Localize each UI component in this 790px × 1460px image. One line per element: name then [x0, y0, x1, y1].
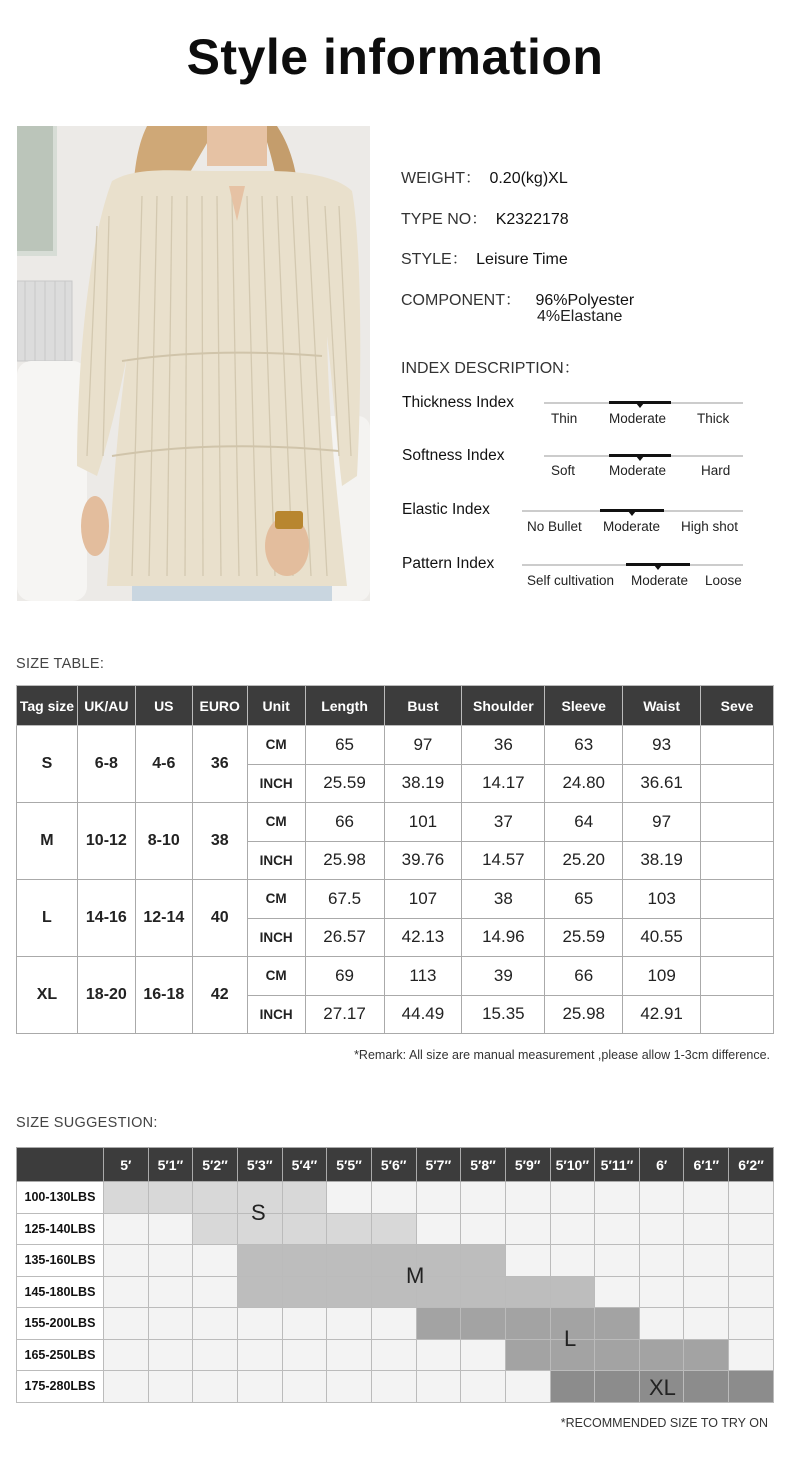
- empty-cell: [148, 1213, 193, 1245]
- us-size-cell: 8-10: [135, 803, 192, 880]
- measurement-cell: 109: [623, 957, 701, 996]
- spec-weight-key: WEIGHT：: [401, 170, 481, 187]
- measurement-cell: 97: [623, 803, 701, 842]
- elastic-index-option: High shot: [681, 519, 739, 534]
- empty-cell: [729, 1213, 774, 1245]
- measurement-cell: 25.98: [305, 841, 384, 880]
- height-header: 5′7″: [416, 1148, 461, 1182]
- measurement-cell: 39.76: [384, 841, 462, 880]
- size-zone-cell: [103, 1182, 148, 1214]
- size-zone-cell: [505, 1276, 550, 1308]
- us-size-cell: 16-18: [135, 957, 192, 1034]
- unit-cell: INCH: [247, 918, 305, 957]
- measurement-cell: 25.98: [545, 995, 623, 1034]
- measurement-cell: 14.57: [462, 841, 545, 880]
- empty-cell: [639, 1245, 684, 1277]
- empty-cell: [639, 1213, 684, 1245]
- empty-cell: [327, 1182, 372, 1214]
- empty-cell: [550, 1213, 595, 1245]
- empty-cell: [103, 1276, 148, 1308]
- page-title: Style information: [186, 29, 604, 85]
- table-row: [17, 880, 774, 919]
- empty-cell: [505, 1371, 550, 1403]
- size-zone-cell: [461, 1308, 506, 1340]
- measurement-cell: 24.80: [545, 764, 623, 803]
- empty-cell: [103, 1339, 148, 1371]
- empty-cell: [371, 1339, 416, 1371]
- empty-cell: [729, 1276, 774, 1308]
- measurement-cell: 63: [545, 726, 623, 765]
- empty-cell: [550, 1245, 595, 1277]
- recommended-note: *RECOMMENDED SIZE TO TRY ON: [560, 1416, 768, 1430]
- thickness-index-label: Thickness Index: [402, 394, 514, 411]
- measurement-cell: 113: [384, 957, 462, 996]
- softness-index-option: Hard: [701, 463, 731, 478]
- size-zone-cell: [550, 1276, 595, 1308]
- empty-cell: [282, 1339, 327, 1371]
- spec-weight-value: 0.20(kg)XL: [489, 170, 568, 187]
- spec-component-value-1: 96%Polyester: [535, 292, 635, 309]
- suggestion-header-row: [17, 1148, 774, 1182]
- measurement-cell: 14.96: [462, 918, 545, 957]
- euro-size-cell: 36: [192, 726, 247, 803]
- empty-cell: [639, 1276, 684, 1308]
- height-header: 5′6″: [371, 1148, 416, 1182]
- measurement-cell: [701, 726, 774, 765]
- spec-component: [401, 287, 634, 310]
- measurement-cell: 15.35: [462, 995, 545, 1034]
- weight-label: 135-160LBS: [17, 1245, 104, 1277]
- spec-weight: [401, 165, 568, 188]
- empty-cell: [729, 1182, 774, 1214]
- measurement-cell: 97: [384, 726, 462, 765]
- empty-cell: [505, 1182, 550, 1214]
- empty-cell: [416, 1213, 461, 1245]
- suggestion-row: [17, 1276, 774, 1308]
- size-zone-cell: [148, 1182, 193, 1214]
- empty-cell: [684, 1276, 729, 1308]
- measurement-cell: 14.17: [462, 764, 545, 803]
- zone-label-s: S: [251, 1200, 266, 1225]
- empty-cell: [148, 1308, 193, 1340]
- height-header: 6′2″: [729, 1148, 774, 1182]
- empty-cell: [103, 1245, 148, 1277]
- measurement-cell: 26.57: [305, 918, 384, 957]
- size-zone-cell: [193, 1213, 238, 1245]
- empty-cell: [461, 1339, 506, 1371]
- thickness-index-option: Thick: [697, 411, 730, 426]
- empty-cell: [729, 1245, 774, 1277]
- measurement-cell: [701, 957, 774, 996]
- measurement-cell: 101: [384, 803, 462, 842]
- empty-cell: [327, 1339, 372, 1371]
- uk-size-cell: 14-16: [77, 880, 135, 957]
- empty-cell: [237, 1308, 282, 1340]
- measurement-cell: 93: [623, 726, 701, 765]
- empty-cell: [505, 1213, 550, 1245]
- empty-cell: [595, 1276, 640, 1308]
- suggestion-row: [17, 1308, 774, 1340]
- empty-cell: [327, 1308, 372, 1340]
- us-size-cell: 12-14: [135, 880, 192, 957]
- empty-cell: [103, 1371, 148, 1403]
- height-header: 5′: [103, 1148, 148, 1182]
- empty-cell: [148, 1276, 193, 1308]
- empty-cell: [282, 1371, 327, 1403]
- size-zone-cell: [461, 1245, 506, 1277]
- height-header: 5′4″: [282, 1148, 327, 1182]
- height-header: 5′3″: [237, 1148, 282, 1182]
- height-header: 6′: [639, 1148, 684, 1182]
- empty-cell: [327, 1371, 372, 1403]
- empty-cell: [595, 1182, 640, 1214]
- height-header: 5′8″: [461, 1148, 506, 1182]
- unit-cell: INCH: [247, 764, 305, 803]
- empty-cell: [684, 1213, 729, 1245]
- pattern-index-option: Self cultivation: [527, 573, 615, 588]
- size-zone-cell: [371, 1213, 416, 1245]
- measurement-cell: 36: [462, 726, 545, 765]
- unit-cell: INCH: [247, 841, 305, 880]
- index-description-title: INDEX DESCRIPTION：: [401, 360, 580, 377]
- tag-size-cell: S: [17, 726, 78, 803]
- empty-cell: [103, 1213, 148, 1245]
- measurement-cell: 40.55: [623, 918, 701, 957]
- empty-cell: [193, 1308, 238, 1340]
- column-header: Waist: [623, 686, 701, 726]
- size-zone-cell: [505, 1308, 550, 1340]
- weight-label: 145-180LBS: [17, 1276, 104, 1308]
- uk-size-cell: 6-8: [77, 726, 135, 803]
- column-header: Bust: [384, 686, 462, 726]
- empty-cell: [103, 1308, 148, 1340]
- measurement-cell: 38.19: [623, 841, 701, 880]
- weight-label: 155-200LBS: [17, 1308, 104, 1340]
- empty-cell: [193, 1276, 238, 1308]
- measurement-cell: 66: [305, 803, 384, 842]
- zone-label-m: M: [406, 1263, 425, 1288]
- suggestion-row: [17, 1213, 774, 1245]
- softness-index-option: Soft: [551, 463, 576, 478]
- empty-cell: [371, 1371, 416, 1403]
- empty-cell: [416, 1182, 461, 1214]
- size-zone-cell: [282, 1276, 327, 1308]
- corner-header: [17, 1148, 104, 1182]
- size-zone-cell: [550, 1371, 595, 1403]
- empty-cell: [595, 1213, 640, 1245]
- spec-component-value-2: 4%Elastane: [537, 308, 623, 325]
- measurement-cell: 27.17: [305, 995, 384, 1034]
- empty-cell: [371, 1308, 416, 1340]
- empty-cell: [684, 1308, 729, 1340]
- product-photo: [17, 126, 370, 601]
- softness-index-pointer-icon: [636, 456, 644, 461]
- table-row: [17, 803, 774, 842]
- size-zone-cell: [595, 1308, 640, 1340]
- measurement-cell: [701, 803, 774, 842]
- empty-cell: [193, 1371, 238, 1403]
- size-zone-cell: [684, 1339, 729, 1371]
- size-zone-cell: [237, 1245, 282, 1277]
- measurement-cell: 42.13: [384, 918, 462, 957]
- column-header: Shoulder: [462, 686, 545, 726]
- pattern-index-option: Moderate: [631, 573, 689, 588]
- tag-size-cell: M: [17, 803, 78, 880]
- size-remark: *Remark: All size are manual measurement ,please allow 1-3cm difference.: [354, 1048, 770, 1062]
- unit-cell: INCH: [247, 995, 305, 1034]
- empty-cell: [461, 1371, 506, 1403]
- size-zone-cell: [729, 1371, 774, 1403]
- column-header: EURO: [192, 686, 247, 726]
- measurement-cell: 36.61: [623, 764, 701, 803]
- measurement-cell: 69: [305, 957, 384, 996]
- empty-cell: [461, 1213, 506, 1245]
- tag-size-cell: L: [17, 880, 78, 957]
- size-zone-cell: [282, 1182, 327, 1214]
- empty-cell: [729, 1339, 774, 1371]
- size-table: [16, 685, 774, 1034]
- elastic-index-option: Moderate: [603, 519, 661, 534]
- size-zone-cell: [416, 1308, 461, 1340]
- elastic-index-pointer-icon: [628, 511, 636, 516]
- empty-cell: [639, 1308, 684, 1340]
- size-zone-cell: [193, 1182, 238, 1214]
- column-header: Sleeve: [545, 686, 623, 726]
- table-row: [17, 726, 774, 765]
- spec-type: [401, 206, 569, 229]
- measurement-cell: 39: [462, 957, 545, 996]
- empty-cell: [148, 1245, 193, 1277]
- empty-cell: [639, 1182, 684, 1214]
- measurement-cell: 64: [545, 803, 623, 842]
- spec-component-key: COMPONENT：: [401, 292, 522, 309]
- height-header: 5′11″: [595, 1148, 640, 1182]
- weight-label: 175-280LBS: [17, 1371, 104, 1403]
- thickness-index-pointer-icon: [636, 403, 644, 408]
- measurement-cell: 38: [462, 880, 545, 919]
- unit-cell: CM: [247, 803, 305, 842]
- measurement-cell: 42.91: [623, 995, 701, 1034]
- measurement-cell: 65: [545, 880, 623, 919]
- measurement-cell: 67.5: [305, 880, 384, 919]
- table-row: [17, 957, 774, 996]
- empty-cell: [193, 1245, 238, 1277]
- column-header: US: [135, 686, 192, 726]
- measurement-cell: 103: [623, 880, 701, 919]
- size-table-label: SIZE TABLE:: [16, 656, 105, 672]
- column-header: UK/AU: [77, 686, 135, 726]
- empty-cell: [505, 1245, 550, 1277]
- unit-cell: CM: [247, 726, 305, 765]
- elastic-index-label: Elastic Index: [402, 501, 490, 518]
- measurement-cell: [701, 841, 774, 880]
- measurement-cell: [701, 764, 774, 803]
- empty-cell: [148, 1371, 193, 1403]
- measurement-cell: [701, 995, 774, 1034]
- empty-cell: [684, 1245, 729, 1277]
- measurement-cell: [701, 918, 774, 957]
- size-zone-cell: [327, 1213, 372, 1245]
- empty-cell: [148, 1339, 193, 1371]
- measurement-cell: 25.59: [545, 918, 623, 957]
- us-size-cell: 4-6: [135, 726, 192, 803]
- pattern-index-option: Loose: [705, 573, 742, 588]
- empty-cell: [371, 1182, 416, 1214]
- unit-cell: CM: [247, 957, 305, 996]
- size-zone-cell: [282, 1213, 327, 1245]
- measurement-cell: 65: [305, 726, 384, 765]
- uk-size-cell: 18-20: [77, 957, 135, 1034]
- empty-cell: [684, 1182, 729, 1214]
- zone-label-l: L: [564, 1326, 577, 1351]
- empty-cell: [416, 1339, 461, 1371]
- spec-style-value: Leisure Time: [476, 251, 568, 268]
- empty-cell: [416, 1371, 461, 1403]
- elastic-index-option: No Bullet: [527, 519, 582, 534]
- height-header: 5′5″: [327, 1148, 372, 1182]
- spec-type-key: TYPE NO：: [401, 211, 488, 228]
- column-header: Tag size: [17, 686, 78, 726]
- empty-cell: [237, 1371, 282, 1403]
- suggestion-row: [17, 1182, 774, 1214]
- column-header: Length: [305, 686, 384, 726]
- empty-cell: [595, 1245, 640, 1277]
- measurement-cell: 107: [384, 880, 462, 919]
- measurement-cell: 66: [545, 957, 623, 996]
- size-table-header-row: [17, 686, 774, 726]
- uk-size-cell: 10-12: [77, 803, 135, 880]
- size-suggestion-label: SIZE SUGGESTION:: [16, 1115, 158, 1131]
- empty-cell: [193, 1339, 238, 1371]
- size-suggestion-table: [16, 1147, 774, 1403]
- empty-cell: [729, 1308, 774, 1340]
- measurement-cell: 44.49: [384, 995, 462, 1034]
- spec-style: [401, 246, 568, 269]
- suggestion-row: [17, 1339, 774, 1371]
- size-zone-cell: [282, 1245, 327, 1277]
- height-header: 5′10″: [550, 1148, 595, 1182]
- pattern-index-label: Pattern Index: [402, 555, 495, 572]
- weight-label: 165-250LBS: [17, 1339, 104, 1371]
- measurement-cell: [701, 880, 774, 919]
- measurement-cell: 25.59: [305, 764, 384, 803]
- measurement-cell: 38.19: [384, 764, 462, 803]
- thickness-index-option: Moderate: [609, 411, 667, 426]
- height-header: 5′9″: [505, 1148, 550, 1182]
- size-zone-cell: [327, 1276, 372, 1308]
- column-header: Unit: [247, 686, 305, 726]
- empty-cell: [282, 1308, 327, 1340]
- unit-cell: CM: [247, 880, 305, 919]
- zone-label-xl: XL: [649, 1375, 676, 1400]
- column-header: Seve: [701, 686, 774, 726]
- measurement-cell: 37: [462, 803, 545, 842]
- softness-index-option: Moderate: [609, 463, 667, 478]
- euro-size-cell: 42: [192, 957, 247, 1034]
- weight-label: 100-130LBS: [17, 1182, 104, 1214]
- size-zone-cell: [595, 1339, 640, 1371]
- pattern-index-pointer-icon: [654, 565, 662, 570]
- softness-index-label: Softness Index: [402, 447, 505, 464]
- size-zone-cell: [684, 1371, 729, 1403]
- height-header: 6′1″: [684, 1148, 729, 1182]
- suggestion-row: [17, 1245, 774, 1277]
- weight-label: 125-140LBS: [17, 1213, 104, 1245]
- euro-size-cell: 38: [192, 803, 247, 880]
- height-header: 5′2″: [193, 1148, 238, 1182]
- size-zone-cell: [505, 1339, 550, 1371]
- size-zone-cell: [639, 1339, 684, 1371]
- empty-cell: [237, 1339, 282, 1371]
- size-zone-cell: [461, 1276, 506, 1308]
- empty-cell: [461, 1182, 506, 1214]
- euro-size-cell: 40: [192, 880, 247, 957]
- measurement-cell: 25.20: [545, 841, 623, 880]
- size-zone-cell: [237, 1276, 282, 1308]
- spec-style-key: STYLE：: [401, 251, 468, 268]
- thickness-index-option: Thin: [551, 411, 578, 426]
- height-header: 5′1″: [148, 1148, 193, 1182]
- tag-size-cell: XL: [17, 957, 78, 1034]
- size-zone-cell: [595, 1371, 640, 1403]
- size-zone-cell: [327, 1245, 372, 1277]
- empty-cell: [550, 1182, 595, 1214]
- spec-type-value: K2322178: [495, 211, 569, 228]
